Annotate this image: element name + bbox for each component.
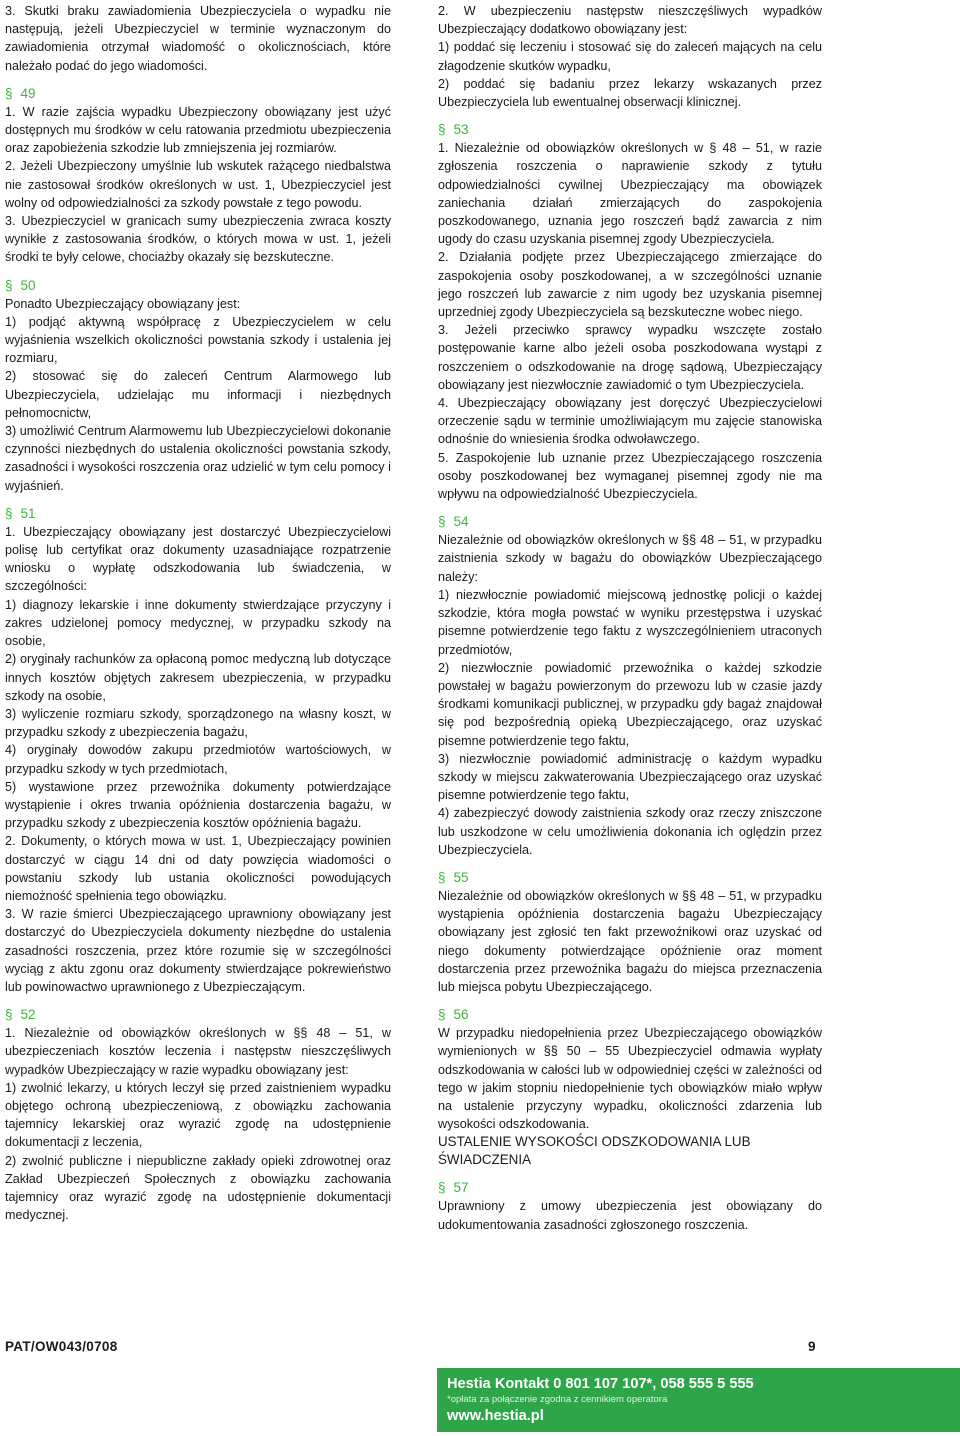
paragraph: 1) poddać się leczeniu i stosować się do zaleceń mających na celu złagodzenie skutków wypadku, (438, 40, 822, 73)
section-number-value: 56 (453, 1007, 469, 1023)
paragraph: 3. Skutki braku zawiadomienia Ubezpieczyciela o wypadku nie następują, jeżeli Ubezpieczyciel w terminie wyznaczonym do zawiadomienia otrzymał wiadomość o okolicznościach, które należało podać do jego wiadomości. (5, 4, 391, 73)
paragraph: 3) niezwłocznie powiadomić administrację o każdym wypadku szkody w miejscu zakwaterowania Ubezpieczającego oraz uzyskać pisemne potwierdzenie tego faktu, (438, 751, 822, 803)
paragraph: Ponadto Ubezpieczający obowiązany jest: (5, 296, 241, 311)
paragraph: 1. Ubezpieczający obowiązany jest dostarczyć Ubezpieczycielowi polisę lub certyfikat oraz dokumenty uzasadniające rozpatrzenie wniosku o wypłatę odszkodowania lub świadczenia, w szczególności: (5, 524, 391, 594)
section-number-value: 50 (20, 277, 36, 293)
section-number (438, 1005, 822, 1024)
section-symbol: § (438, 514, 446, 530)
paragraph: 3. Ubezpieczyciel w granicach sumy ubezpieczenia zwraca koszty wynikłe z zastosowania środków, o których mowa w ust. 1, jeżeli środki te były celowe, chociażby okazały się bezskuteczne. (5, 214, 391, 265)
section-symbol: § (438, 869, 446, 885)
paragraph: 2) niezwłocznie powiadomić przewoźnika o każdej szkodzie powstałej w bagażu powierzonym do przewozu lub w czasie jazdy środkami komunikacji publicznej, w przypadku gdy bagaż znajdował się pod bezpośrednią opieką Ubezpieczającego, oraz uzyskać pisemne potwierdzenie tego faktu, (438, 660, 822, 748)
paragraph: 3) wyliczenie rozmiaru szkody, sporządzonego na własny koszt, w przypadku szkody z ubezpieczenia bagażu, (5, 706, 391, 740)
contact-phone-text: Hestia Kontakt 0 801 107 107*, 058 555 5 555 (447, 1376, 754, 1392)
section-number-value: 49 (20, 85, 36, 101)
paragraph: Niezależnie od obowiązków określonych w §§ 48 – 51, w przypadku zaistnienia szkody w bagażu do obowiązków Ubezpieczającego należy: (438, 533, 822, 584)
paragraph: Niezależnie od obowiązków określonych w §§ 48 – 51, w przypadku wystąpienia opóźnienia dostarczenia bagażu Ubezpieczający obowiązany jest zgłosić ten fakt przewoźnikowi oraz uzyskać od niego dokumenty potwierdzające opóźnienie oraz moment dostarczenia przez przewoźnika bagażu do miejsca przeznaczenia lub miejsca pobytu Ubezpieczającego. (438, 888, 822, 994)
section-number-value: 54 (453, 514, 469, 530)
paragraph: 2) zwolnić publiczne i niepubliczne zakłady opieki zdrowotnej oraz Zakład Ubezpieczeń Społecznych z obowiązku zachowania tajemnicy oraz wyrazić zgodę na udostępnienie dokumentacji medycznej. (5, 1153, 391, 1223)
paragraph: 2) poddać się badaniu przez lekarzy wskazanych przez Ubezpieczyciela lub ewentualnej obserwacji klinicznej. (438, 76, 822, 110)
section-symbol: § (5, 505, 13, 521)
section-symbol: § (5, 277, 13, 293)
section-number (5, 1005, 391, 1024)
contact-banner (437, 1368, 960, 1432)
paragraph: 2. Działania podjęte przez Ubezpieczającego zmierzające do zaspokojenia osoby poszkodowanej, a w szczególności uznanie jego roszczeń lub zawarcie z nim ugody bez uzyskania pisemnej uprzedniej zgody Ubezpieczyciela są bezskuteczne wobec niego. (438, 250, 822, 320)
document-code: PAT/OW043/0708 (5, 1339, 118, 1354)
paragraph: 1) podjąć aktywną współpracę z Ubezpieczycielem w celu wyjaśnienia wszelkich okoliczności powstania szkody i ustalenia jej rozmiaru, (5, 314, 391, 366)
paragraph: 1) zwolnić lekarzy, u których leczył się przed zaistnieniem wypadku objętego ochroną ubezpieczeniową, z obowiązku zachowania tajemnicy lekarskiej oraz wyrazić zgodę na udostępnienie dokumentacji z leczenia, (5, 1080, 391, 1150)
paragraph: Uprawniony z umowy ubezpieczenia jest obowiązany do udokumentowania zasadności zgłoszonego roszczenia. (438, 1199, 822, 1232)
paragraph: 2. Jeżeli Ubezpieczony umyślnie lub wskutek rażącego niedbalstwa nie zastosował środków określonych w ust. 1, Ubezpieczyciel jest wolny od odpowiedzialności za szkody powstałe z tego powodu. (5, 159, 391, 210)
paragraph: 3. Jeżeli przeciwko sprawcy wypadku wszczęte zostało postępowanie karne albo jeżeli osoba poszkodowana wystąpi z roszczeniem o odszkodowanie na drogę sądową, Ubezpieczający obowiązany jest niezwłocznie zawiadomić o tym Ubezpieczyciela. (438, 323, 822, 392)
call-cost-note: *opłata za połączenie zgodna z cennikiem operatora (447, 1394, 668, 1405)
paragraph: 1. Niezależnie od obowiązków określonych w §§ 48 – 51, w ubezpieczeniach kosztów leczenia i następstw nieszczęśliwych wypadków Ubezpieczający w razie wypadku obowiązany jest: (5, 1026, 391, 1077)
paragraph: 4) oryginały dowodów zakupu przedmiotów wartościowych, w przypadku szkody w tych przedmiotach, (5, 743, 391, 776)
paragraph: 4) zabezpieczyć dowody zaistnienia szkody oraz rzeczy zniszczone lub uszkodzone w celu umożliwienia dokonania ich oględzin przez Ubezpieczyciela. (438, 806, 822, 857)
paragraph: 5) wystawione przez przewoźnika dokumenty potwierdzające wystąpienie i okres trwania opóźnienia dostarczenia bagażu, w przypadku szkody z ubezpieczenia kosztów opóźnienia bagażu. (5, 779, 391, 831)
paragraph: 1. W razie zajścia wypadku Ubezpieczony obowiązany jest użyć dostępnych mu środków w celu ratowania przedmiotu ubezpieczenia oraz zapobieżenia szkodzie lub zmniejszenia jej rozmiarów. (5, 104, 391, 156)
page-number: 9 (808, 1339, 816, 1354)
paragraph: 5. Zaspokojenie lub uznanie przez Ubezpieczającego roszczenia osoby poszkodowanej bez wymaganej pisemnej zgody nie ma wpływu na odpowiedzialność Ubezpieczyciela. (438, 450, 822, 502)
section-number-value: 53 (453, 122, 469, 138)
website-link[interactable]: www.hestia.pl (447, 1408, 544, 1424)
paragraph: 2) stosować się do zaleceń Centrum Alarmowego lub Ubezpieczyciela, udzielając mu informacji i niezbędnych pełnomocnictw, (5, 369, 391, 420)
section-number (5, 504, 391, 523)
section-number (5, 276, 391, 295)
chapter-heading: USTALENIE WYSOKOŚCI ODSZKODOWANIA LUB ŚWIADCZENIA (438, 1134, 751, 1168)
paragraph: 2) oryginały rachunków za opłaconą pomoc medyczną lub dotyczące innych kosztów objętych zakresem ubezpieczenia, w przypadku szkody na osobie, (5, 652, 391, 703)
section-symbol: § (438, 1007, 446, 1023)
section-symbol: § (438, 122, 446, 138)
section-number-value: 52 (20, 1007, 36, 1023)
left-column (5, 2, 391, 1224)
paragraph: 3) umożliwić Centrum Alarmowemu lub Ubezpieczycielowi dokonanie czynności niezbędnych do ustalenia okoliczności powstania szkody, zasadności i wysokości roszczenia oraz udzielić w tym celu pomocy i wyjaśnień. (5, 424, 391, 493)
paragraph: 1) diagnozy lekarskie i inne dokumenty stwierdzające przyczyny i zakres udzielonej pomocy medycznej, w przypadku szkody na osobie, (5, 597, 391, 649)
section-number (438, 868, 822, 887)
section-number-value: 55 (453, 869, 469, 885)
right-column (438, 2, 822, 1234)
section-symbol: § (5, 85, 13, 101)
paragraph: W przypadku niedopełnienia przez Ubezpieczającego obowiązków wymienionych w §§ 50 – 55 Ubezpieczyciel odmawia wypłaty odszkodowania w całości lub w odpowiedniej części w zależności od tego w jakim stopniu niedopełnienie tych obowiązków miało wpływ na ustalenie przyczyny wypadku, okoliczności zdarzenia lub wysokości odszkodowania. (438, 1026, 822, 1132)
paragraph: 2. W ubezpieczeniu następstw nieszczęśliwych wypadków Ubezpieczający dodatkowo obowiązany jest: (438, 4, 822, 37)
section-number-value: 57 (453, 1180, 469, 1196)
paragraph: 1) niezwłocznie powiadomić miejscową jednostkę policji o każdej szkodzie, która mogła powstać w wyniku przestępstwa i uzyskać pisemne potwierdzenie tego faktu z wyszczególnieniem utraconych przedmiotów, (438, 587, 822, 657)
paragraph: 3. W razie śmierci Ubezpieczającego uprawniony obowiązany jest dostarczyć do Ubezpieczyciela dokumenty niezbędne do ustalenia zasadności roszczenia, przez które rozumie się w szczególności wyciąg z aktu zgonu oraz dokumenty stwierdzające pokrewieństwo lub powinowactwo uprawnionego z Ubezpieczającym. (5, 907, 391, 994)
section-number-value: 51 (20, 505, 36, 521)
section-number (438, 512, 822, 531)
section-symbol: § (438, 1180, 446, 1196)
section-number (438, 1178, 822, 1197)
section-symbol: § (5, 1007, 13, 1023)
section-number (438, 120, 822, 139)
paragraph: 1. Niezależnie od obowiązków określonych w § 48 – 51, w razie zgłoszenia roszczenia o naprawienie szkody z tytułu odpowiedzialności cywilnej Ubezpieczający ma obowiązek zaniechania działań zmierzających do zaspokojenia poszkodowanego, uznania jego roszczeń bądź zawarcia z nim ugody do czasu uzyskania pisemnej zgody Ubezpieczyciela. (438, 141, 822, 247)
paragraph: 2. Dokumenty, o których mowa w ust. 1, Ubezpieczający powinien dostarczyć w ciągu 14 dni od daty powzięcia wiadomości o powstaniu szkody lub ustania okoliczności powodujących niemożność spełnienia tego obowiązku. (5, 834, 391, 903)
section-number (5, 84, 391, 103)
paragraph: 4. Ubezpieczający obowiązany jest doręczyć Ubezpieczycielowi orzeczenie sądu w terminie umożliwiającym mu zajęcie stanowiska odnośnie do wniesienia środka odwoławczego. (438, 396, 822, 447)
